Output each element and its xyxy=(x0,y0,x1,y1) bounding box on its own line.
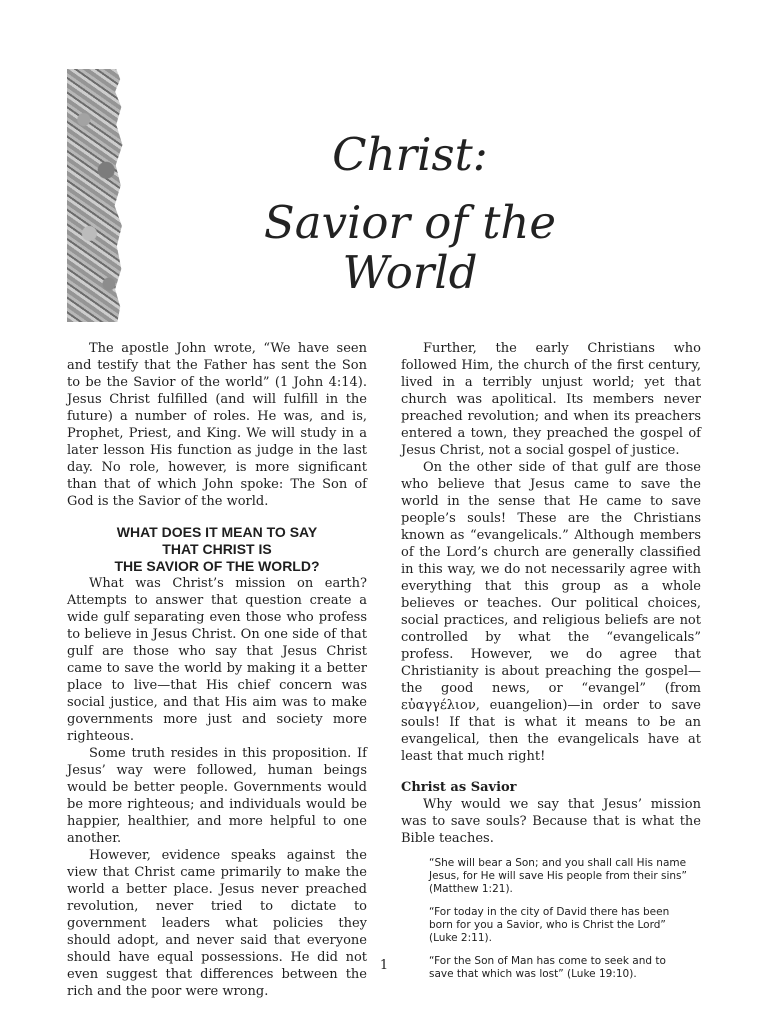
scripture-quote: “For the Son of Man has come to seek and to save that which was lost” (Luke 19:10). xyxy=(429,955,666,980)
body-paragraph: Some truth resides in this proposition. If Jesus’ way were followed, human beings would be better people. Governments would be more righteous; and individuals would be happier, healthier, and more helpful to one another. xyxy=(67,746,367,846)
body-paragraph: On the other side of that gulf are those who believe that Jesus came to save the world in the sense that He came to save people’s souls! These are the Christians known as “evangelicals.” Although members of the Lord’s church are generally classified in this way, we do not necessarily agree with everything that this group as a whole believes or teaches. Our political choices, social practices, and religious beliefs are not controlled by what the “evangelicals” profess. However, we do agree that Christianity is about preaching the gospel—the good news, or “evangel” (from εὐαγγέλιον, euangelion)—in order to save souls! If that is what it means to be an evangelical, then the evangelicals have at least that much right! xyxy=(401,460,701,764)
subsection-heading: Christ as Savior xyxy=(401,780,517,795)
section-heading xyxy=(67,524,367,575)
intro-paragraph: The apostle John wrote, “We have seen and testify that the Father has sent the Son to be the Savior of the world” (1 John 4:14). Jesus Christ fulfilled (and will fulfill in the future) a number of roles. He was, and is, Prophet, Priest, and King. We will study in a later lesson His function as judge in the last day. No role, however, is more significant than that of which John spoke: The Son of God is the Savior of the world. xyxy=(67,341,367,509)
body-paragraph: Further, the early Christians who followed Him, the church of the first century, lived in a terribly unjust world; yet that church was apolitical. Its members never preached revolution; and when its preachers entered a town, they preached the gospel of Jesus Christ, not a social gospel of justice. xyxy=(401,341,701,458)
body-paragraph: However, evidence speaks against the view that Christ came primarily to make the world a better place. Jesus never preached revolution, never tried to dictate to government leaders what policies they should adopt, and never said that everyone should have equal possessions. He did not even suggest that differences between the rich and the poor were wrong. xyxy=(67,848,367,999)
page-number: 1 xyxy=(379,958,389,973)
scripture-quote: “For today in the city of David there has been born for you a Savior, who is Christ the Lord” (Luke 2:11). xyxy=(429,906,670,944)
left-column xyxy=(67,340,367,1000)
right-column xyxy=(401,340,701,981)
section-heading-line: THAT CHRIST IS xyxy=(162,541,272,557)
marbled-paper-decoration xyxy=(67,69,123,322)
scripture-quote: “She will bear a Son; and you shall call His name Jesus, for He will save His people from their sins” (Matthew 1:21). xyxy=(429,857,687,895)
section-heading-line: WHAT DOES IT MEAN TO SAY xyxy=(116,524,318,540)
page-title-line-1: Christ: xyxy=(332,128,488,181)
section-heading-line: THE SAVIOR OF THE WORLD? xyxy=(114,558,320,574)
body-paragraph: What was Christ’s mission on earth? Attempts to answer that question create a wide gulf separating even those who profess to believe in Jesus Christ. On one side of that gulf are those who say that Jesus Christ came to save the world by making it a better place to live—that His chief concern was social justice, and that His aim was to make governments more just and society more righteous. xyxy=(67,576,367,744)
page-title-line-2: Savior of the World xyxy=(263,196,557,299)
body-paragraph: Why would we say that Jesus’ mission was to save souls? Because that is what the Bible teaches. xyxy=(401,797,701,846)
